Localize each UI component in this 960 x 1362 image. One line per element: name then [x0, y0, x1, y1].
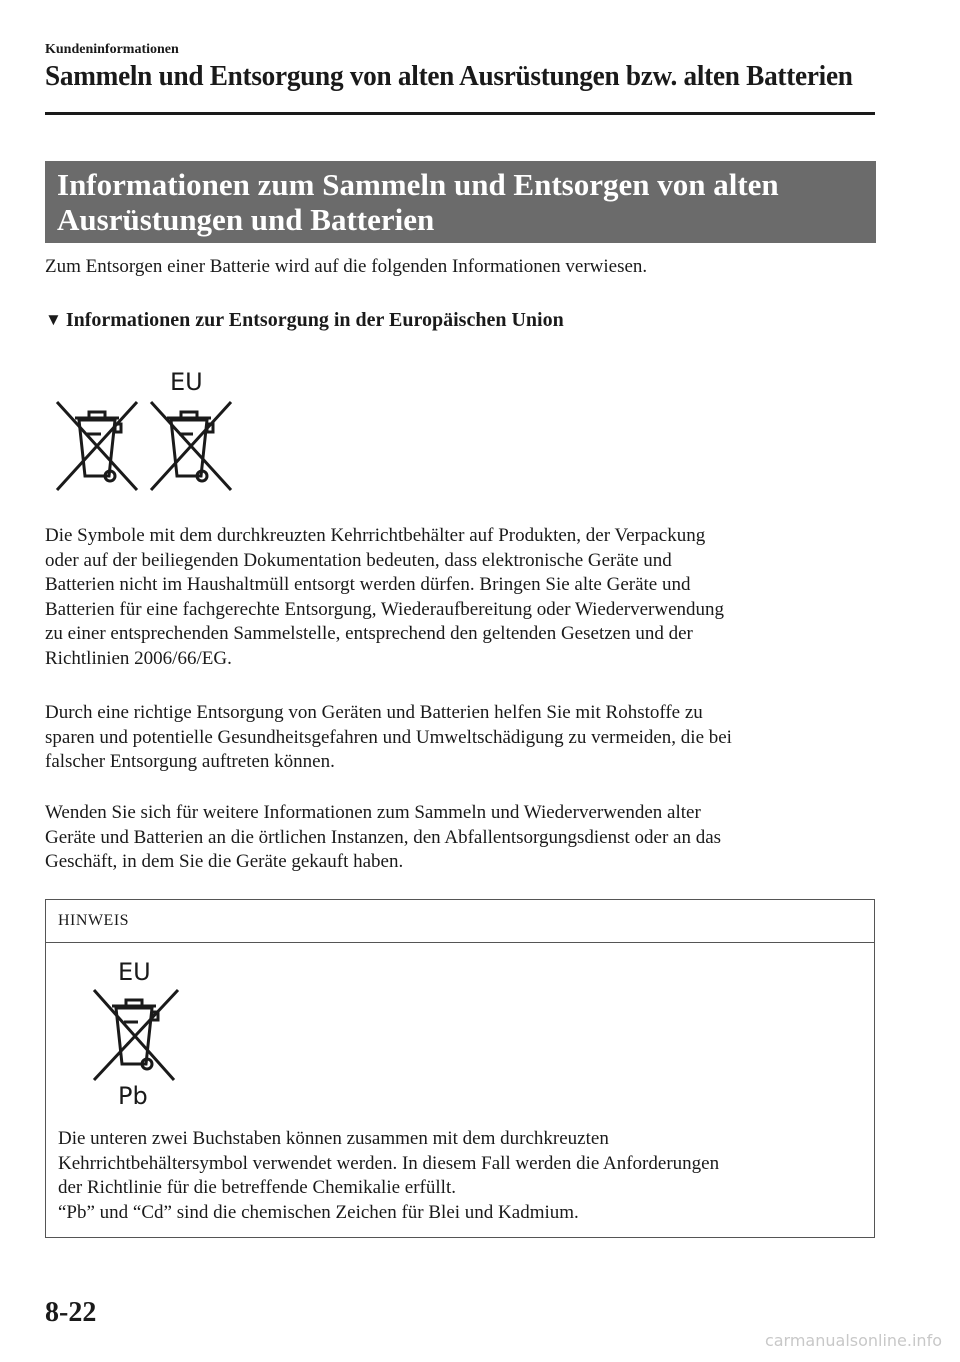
triangle-marker-icon: ▼: [45, 310, 62, 329]
paragraph-line: sparen und potentielle Gesundheitsgefahren und Umweltschädigung zu vermeiden, die bei: [45, 726, 732, 748]
paragraph-line: Batterien nicht im Haushaltmüll entsorgt werden dürfen. Bringen Sie alte Geräte und: [45, 574, 691, 595]
wheelie-bin-icon: [94, 990, 178, 1080]
page-title: Sammeln und Entsorgung von alten Ausrüstungen bzw. alten Batterien: [45, 60, 853, 92]
paragraph-line: oder auf der beiliegenden Dokumentation bedeuten, dass elektronische Geräte und: [45, 549, 672, 571]
note-symbol-top-label: EU: [118, 958, 151, 986]
watermark: carmanualsonline.info: [764, 1331, 942, 1350]
section-heading-line-2: Ausrüstungen und Batterien: [57, 202, 435, 237]
eu-pb-symbol: [88, 956, 208, 1121]
paragraph-line: falscher Entsorgung auftreten können.: [45, 751, 335, 772]
note-line: Kehrrichtbehältersymbol verwendet werden. In diesem Fall werden die Anforderungen: [58, 1152, 720, 1174]
crossed-out-wheelie-bin-icon: [55, 368, 245, 496]
paragraph-line: Batterien für eine fachgerechte Entsorgung, Wiederaufbereitung oder Wiederverwendung: [45, 598, 725, 620]
title-divider: [45, 112, 875, 115]
section-heading-line-1: Informationen zum Sammeln und Entsorgen von alten: [57, 167, 779, 202]
section-heading: [45, 161, 876, 243]
paragraph-line: Richtlinien 2006/66/EG.: [45, 647, 232, 669]
section-label: Kundeninformationen: [45, 42, 179, 57]
note-line: “Pb” und “Cd” sind die chemischen Zeichen für Blei und Kadmium.: [58, 1201, 579, 1223]
paragraph-2: [45, 701, 880, 775]
wheelie-bin-icon-2: [151, 402, 231, 490]
intro-text: Zum Entsorgen einer Batterie wird auf die folgenden Informationen verwiesen.: [45, 256, 648, 277]
paragraph-1: [45, 524, 880, 671]
eu-symbol-label: EU: [170, 368, 203, 396]
note-title: HINWEIS: [58, 912, 130, 929]
paragraph-line: zu einer entsprechenden Sammelstelle, entsprechend den geltenden Gesetzen und der: [45, 623, 693, 644]
note-box: [45, 899, 875, 1238]
eu-subheading: [45, 309, 564, 332]
wheelie-bin-icon: [57, 402, 137, 490]
eu-subheading-text: Informationen zur Entsorgung in der Europäischen Union: [65, 309, 564, 331]
paragraph-line: Durch eine richtige Entsorgung von Geräten und Batterien helfen Sie mit Rohstoffe zu: [45, 702, 703, 723]
paragraph-line: Geschäft, in dem Sie die Geräte gekauft haben.: [45, 851, 404, 872]
note-text: [58, 1127, 719, 1225]
note-header: [46, 900, 874, 943]
eu-disposal-symbols: [55, 368, 245, 501]
note-symbol-bottom-label: Pb: [118, 1082, 148, 1110]
crossed-out-bin-pb-icon: [88, 956, 208, 1116]
note-line: der Richtlinie für die betreffende Chemikalie erfüllt.: [58, 1177, 456, 1198]
paragraph-line: Die Symbole mit dem durchkreuzten Kehrrichtbehälter auf Produkten, der Verpackung: [45, 525, 706, 546]
paragraph-line: Geräte und Batterien an die örtlichen Instanzen, den Abfallentsorgungsdienst oder an das: [45, 826, 722, 848]
paragraph-line: Wenden Sie sich für weitere Informationen zum Sammeln und Wiederverwenden alter: [45, 802, 701, 823]
paragraph-3: [45, 801, 880, 875]
page-number: 8-22: [45, 1297, 97, 1328]
note-line: Die unteren zwei Buchstaben können zusammen mit dem durchkreuzten: [58, 1128, 609, 1149]
